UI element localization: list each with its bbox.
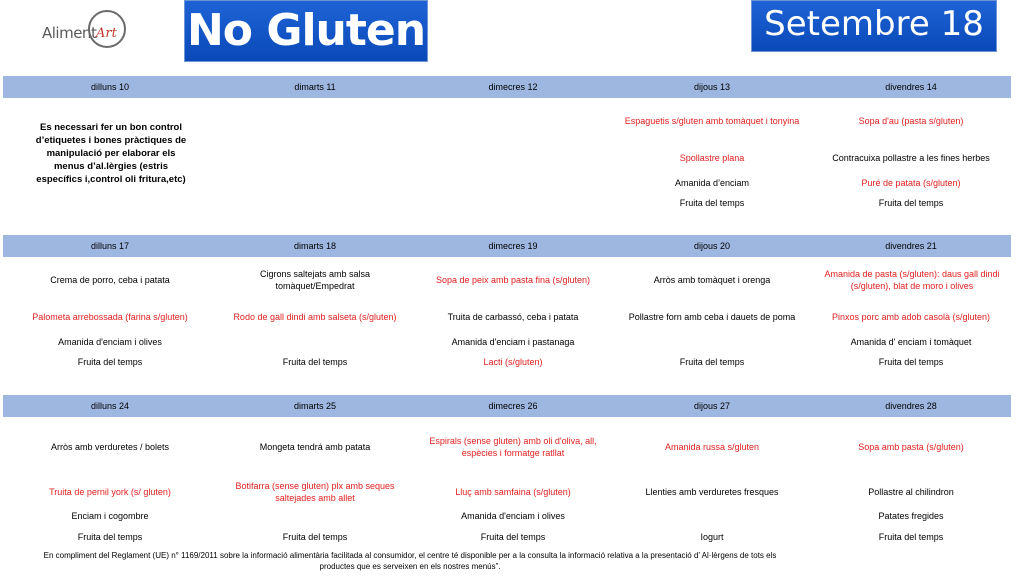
logo-text: Aliment — [42, 24, 97, 42]
menu-item: Llenties amb verduretes fresques — [645, 487, 779, 497]
page-title: No Gluten — [186, 5, 426, 56]
menu-item: Truita de carbassó, ceba i patata — [447, 312, 579, 322]
menu-item: Fruita del temps — [77, 532, 143, 542]
menu-item: Pollastre forn amb ceba i dauets de poma — [628, 312, 796, 322]
menu-item: Fruita del temps — [77, 357, 143, 367]
menu-item: Rodo de gall dindi amb salseta (s/gluten) — [233, 312, 397, 322]
menu-item: Truita de pernil york (s/ gluten) — [49, 487, 171, 497]
menu-item: Fruita del temps — [878, 198, 944, 208]
menu-item: Amanida d'enciam i pastanaga — [451, 337, 575, 347]
menu-item: Botifarra (sense gluten) plx amb seques saltejades amb allet — [235, 481, 395, 503]
menu-item: Sopa d'au (pasta s/gluten) — [858, 116, 964, 126]
menu-item: Sopa de peix amb pasta fina (s/gluten) — [435, 275, 591, 285]
day-header: dimecres 19 — [488, 241, 538, 251]
day-header: dimarts 18 — [293, 241, 337, 251]
day-header: dilluns 10 — [90, 82, 130, 92]
menu-item: Amanida d' enciam i tomàquet — [850, 337, 972, 347]
menu-item: Pinxos porc amb adob casolà (s/gluten) — [831, 312, 991, 322]
day-header: dijous 13 — [693, 82, 731, 92]
day-header: divendres 14 — [885, 82, 937, 92]
title-banner — [184, 0, 428, 62]
menu-item: Fruita del temps — [679, 357, 745, 367]
menu-item: Amanida d'enciam i olives — [461, 511, 565, 521]
menu-item: Enciam i cogombre — [71, 511, 149, 521]
day-header: dilluns 17 — [90, 241, 130, 251]
menu-item: Puré de patata (s/gluten) — [861, 178, 961, 188]
day-header: dimecres 12 — [488, 82, 538, 92]
day-header: divendres 21 — [885, 241, 937, 251]
day-header: dimarts 11 — [294, 82, 336, 92]
menu-item: Patates fregides — [878, 511, 944, 521]
day-header: dimarts 25 — [293, 401, 337, 411]
menu-item: Iogurt — [700, 532, 724, 542]
month-banner — [751, 0, 997, 52]
menu-item: Espirals (sense gluten) amb oli d'oliva, all, espècies i formatge ratllat — [429, 436, 597, 458]
menu-item: Mongeta tendrá amb patata — [259, 442, 371, 452]
menu-item: Spollastre plana — [679, 153, 745, 163]
menu-item: Arròs amb tomàquet i orenga — [653, 275, 771, 285]
day-header: dijous 20 — [693, 241, 731, 251]
week2-header — [3, 235, 1011, 257]
menu-item: Lacti (s/gluten) — [483, 357, 543, 367]
menu-item: Fruita del temps — [679, 198, 745, 208]
regulation-footer: En compliment del Reglament (UE) n° 1169/2011 sobre la informació alimentària facilitada al consumidor, el centre té disponible per a la consulta la informació relativa a la presentació d’ Al·lèrgens de tots els productes que es serveixen en els nostres menús”. — [43, 551, 777, 571]
menu-item: Pollastre al chilindron — [868, 487, 954, 497]
menu-item: Fruita del temps — [282, 532, 348, 542]
menu-item: Arròs amb verduretes / bolets — [50, 442, 170, 452]
menu-item: Lluç amb samfaina (s/gluten) — [455, 487, 571, 497]
menu-item: Crema de porro, ceba i patata — [50, 275, 170, 285]
month-title: Setembre 18 — [764, 4, 984, 44]
menu-item: Amanida d’enciam — [674, 178, 750, 188]
day-header: dilluns 24 — [90, 401, 130, 411]
menu-item: Amanida de pasta (s/gluten): daus gall dindi (s/gluten), blat de moro i olives — [824, 269, 1000, 291]
menu-item: Fruita del temps — [480, 532, 546, 542]
menu-item: Fruita del temps — [878, 532, 944, 542]
day-header: dimecres 26 — [488, 401, 538, 411]
logo-art-text: Art — [96, 26, 117, 41]
menu-item: Espaguetis s/gluten amb tomàquet i tonyina — [624, 116, 800, 126]
alimentart-logo — [40, 8, 132, 58]
menu-item: Contracuixa pollastre a les fines herbes — [832, 153, 990, 163]
menu-item: Amanida russa s/gluten — [664, 442, 760, 452]
menu-item: Sopa amb pasta (s/gluten) — [858, 442, 964, 452]
week1-header — [3, 76, 1011, 98]
week3-header — [3, 395, 1011, 417]
day-header: dijous 27 — [693, 401, 731, 411]
menu-item: Cigrons saltejats amb salsa tomàquet/Empedrat — [259, 269, 371, 291]
menu-item: Fruita del temps — [282, 357, 348, 367]
menu-item: Fruita del temps — [878, 357, 944, 367]
menu-item: Amanida d'enciam i olives — [58, 337, 162, 347]
menu-item: Palometa arrebossada (farina s/gluten) — [32, 312, 188, 322]
day-header: divendres 28 — [885, 401, 937, 411]
allergy-note: Es necessari fer un bon control d’etiquetes i bones pràctiques de manipulació per elaborar els menus d’al.lèrgies (estris específics i,control oli fritura,etc) — [35, 122, 187, 185]
